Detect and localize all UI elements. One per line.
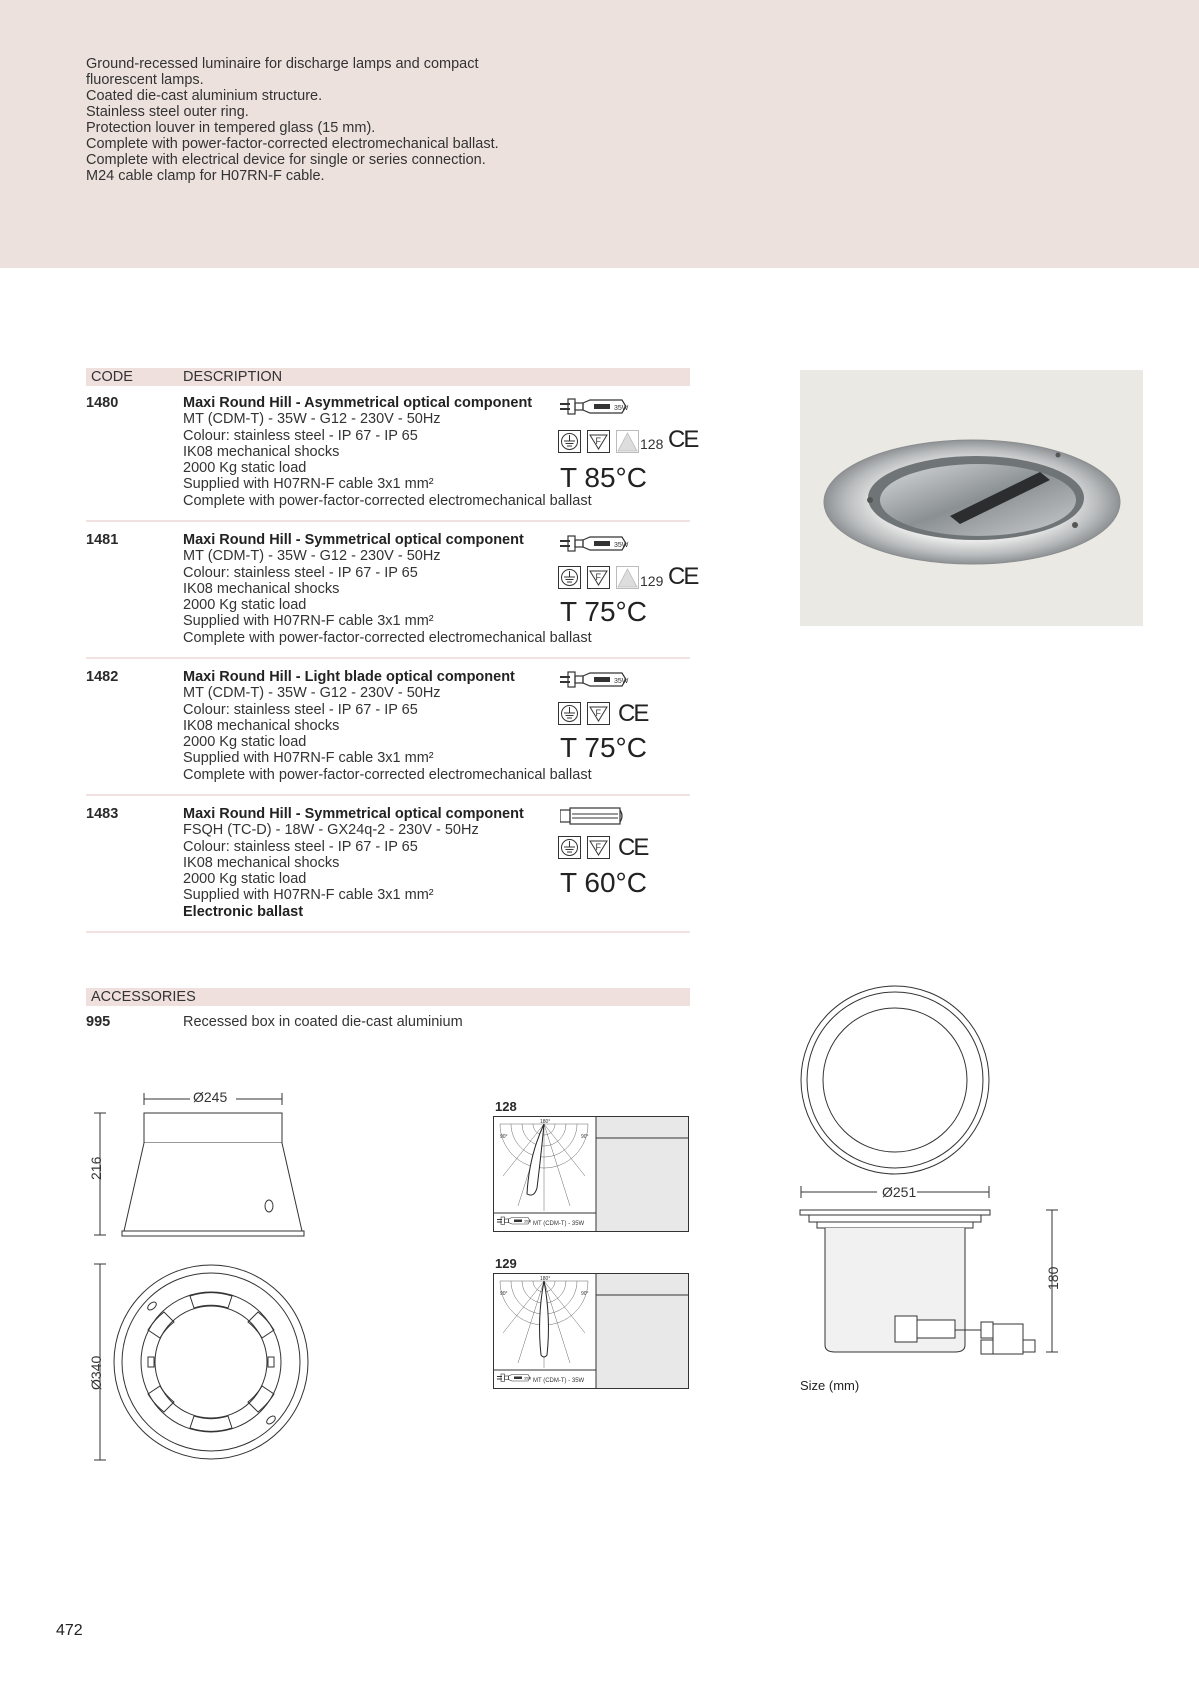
temperature-rating: T 75°C xyxy=(560,732,647,763)
desc-line: Colour: stainless steel - IP 67 - IP 65 xyxy=(183,427,418,444)
desc-line: 2000 Kg static load xyxy=(183,460,307,477)
fixture-top-drawing xyxy=(795,985,995,1175)
ce-mark-icon: CE xyxy=(668,426,698,453)
earth-symbol-icon xyxy=(558,702,582,726)
earth-symbol-icon xyxy=(558,836,582,860)
lamp-mt-icon xyxy=(560,534,630,554)
earth-symbol-icon xyxy=(558,566,582,590)
product-title: Maxi Round Hill - Light blade optical component xyxy=(183,669,515,685)
photometry-triangle-icon xyxy=(616,566,640,590)
intro-line: fluorescent lamps. xyxy=(86,72,204,88)
desc-line: IK08 mechanical shocks xyxy=(183,717,340,734)
temperature-rating: T 60°C xyxy=(560,867,647,898)
product-code: 1483 xyxy=(86,806,119,822)
earth-symbol-icon xyxy=(558,430,582,454)
desc-line: 2000 Kg static load xyxy=(183,597,307,614)
intro-line: Stainless steel outer ring. xyxy=(86,104,249,120)
angle-left-label: 90° xyxy=(500,1291,508,1297)
desc-line: Supplied with H07RN-F cable 3x1 mm² xyxy=(183,887,434,904)
desc-line: IK08 mechanical shocks xyxy=(183,854,340,871)
row-separator xyxy=(86,931,690,933)
desc-line: IK08 mechanical shocks xyxy=(183,580,340,597)
col-desc-header: DESCRIPTION xyxy=(183,369,283,385)
angle-right-label: 90° xyxy=(581,1291,589,1297)
lamp-tcd-icon xyxy=(560,806,630,826)
desc-line-bold: Electronic ballast xyxy=(183,903,304,920)
product-title: Maxi Round Hill - Asymmetrical optical component xyxy=(183,395,533,411)
product-code: 1482 xyxy=(86,669,119,685)
box-diameter-label: Ø245 xyxy=(193,1089,228,1105)
photometry-ref: 129 xyxy=(640,573,664,589)
angle-right-label: 90° xyxy=(581,1134,589,1140)
desc-line: MT (CDM-T) - 35W - G12 - 230V - 50Hz xyxy=(183,685,441,702)
desc-line: Colour: stainless steel - IP 67 - IP 65 xyxy=(183,564,418,581)
fixture-side-drawing xyxy=(795,1180,1065,1370)
desc-line: 2000 Kg static load xyxy=(183,871,307,888)
f-mark-icon xyxy=(587,836,611,860)
box-height-label: 216 xyxy=(88,1156,104,1180)
photometry-diagram-128 xyxy=(493,1116,689,1232)
ring-top-drawing xyxy=(86,1260,326,1470)
page-number: 472 xyxy=(56,1622,83,1639)
product-title: Maxi Round Hill - Symmetrical optical component xyxy=(183,806,524,822)
intro-line: M24 cable clamp for H07RN-F cable. xyxy=(86,168,325,184)
desc-line: Supplied with H07RN-F cable 3x1 mm² xyxy=(183,750,434,767)
ce-mark-icon: CE xyxy=(668,563,698,590)
row-separator xyxy=(86,794,690,796)
intro-line: Protection louver in tempered glass (15 mm). xyxy=(86,120,376,136)
size-note: Size (mm) xyxy=(800,1378,860,1393)
angle-left-label: 90° xyxy=(500,1134,508,1140)
product-photo xyxy=(800,370,1143,626)
temperature-rating: T 75°C xyxy=(560,596,647,627)
desc-line: MT (CDM-T) - 35W - G12 - 230V - 50Hz xyxy=(183,548,441,565)
desc-line: IK08 mechanical shocks xyxy=(183,443,340,460)
intro-line: Complete with electrical device for single or series connection. xyxy=(86,152,486,168)
row-separator xyxy=(86,520,690,522)
product-code: 1481 xyxy=(86,532,119,548)
intro-line: Coated die-cast aluminium structure. xyxy=(86,88,323,104)
photometry-title: 129 xyxy=(495,1256,517,1271)
accessories-title: ACCESSORIES xyxy=(91,989,196,1005)
desc-line: FSQH (TC-D) - 18W - GX24q-2 - 230V - 50Hz xyxy=(183,822,479,839)
angle-top-label: 180° xyxy=(540,1276,551,1282)
col-code-header: CODE xyxy=(91,369,133,385)
ce-mark-icon: CE xyxy=(618,700,648,727)
lamp-label: MT (CDM-T) - 35W xyxy=(533,1221,585,1227)
luminaire-photo-illustration xyxy=(800,370,1143,626)
photometry-ref: 128 xyxy=(640,436,664,452)
lamp-mt-icon xyxy=(560,397,630,417)
recessed-box-side-drawing xyxy=(86,1085,326,1245)
desc-line: Complete with power-factor-corrected electromechanical ballast xyxy=(183,766,592,783)
f-mark-icon xyxy=(587,566,611,590)
table-header xyxy=(86,368,690,386)
desc-line: Complete with power-factor-corrected electromechanical ballast xyxy=(183,492,592,509)
ce-mark-icon: CE xyxy=(618,834,648,861)
desc-line: Supplied with H07RN-F cable 3x1 mm² xyxy=(183,613,434,630)
intro-line: Ground-recessed luminaire for discharge lamps and compact xyxy=(86,56,479,72)
photometry-title: 128 xyxy=(495,1099,517,1114)
lamp-label: MT (CDM-T) - 35W xyxy=(533,1378,585,1384)
fixture-height-label: 180 xyxy=(1045,1266,1061,1290)
temperature-rating: T 85°C xyxy=(560,462,647,493)
intro-text xyxy=(86,56,686,184)
product-code: 1480 xyxy=(86,395,119,411)
accessory-description: Recessed box in coated die-cast aluminium xyxy=(183,1014,463,1030)
lamp-mt-icon xyxy=(560,670,630,690)
ring-diameter-label: Ø340 xyxy=(88,1355,104,1390)
desc-line: Colour: stainless steel - IP 67 - IP 65 xyxy=(183,701,418,718)
row-separator xyxy=(86,657,690,659)
photometry-triangle-icon xyxy=(616,430,640,454)
desc-line: Colour: stainless steel - IP 67 - IP 65 xyxy=(183,838,418,855)
f-mark-icon xyxy=(587,702,611,726)
f-mark-icon xyxy=(587,430,611,454)
desc-line: MT (CDM-T) - 35W - G12 - 230V - 50Hz xyxy=(183,411,441,428)
fixture-diameter-label: Ø251 xyxy=(882,1184,917,1200)
angle-top-label: 180° xyxy=(540,1119,551,1125)
desc-line: Supplied with H07RN-F cable 3x1 mm² xyxy=(183,476,434,493)
photometry-diagram-129 xyxy=(493,1273,689,1389)
product-title: Maxi Round Hill - Symmetrical optical component xyxy=(183,532,524,548)
accessories-header xyxy=(86,988,690,1006)
accessory-code: 995 xyxy=(86,1014,111,1030)
desc-line: Complete with power-factor-corrected electromechanical ballast xyxy=(183,629,592,646)
desc-line: 2000 Kg static load xyxy=(183,734,307,751)
intro-line: Complete with power-factor-corrected electromechanical ballast. xyxy=(86,136,499,152)
